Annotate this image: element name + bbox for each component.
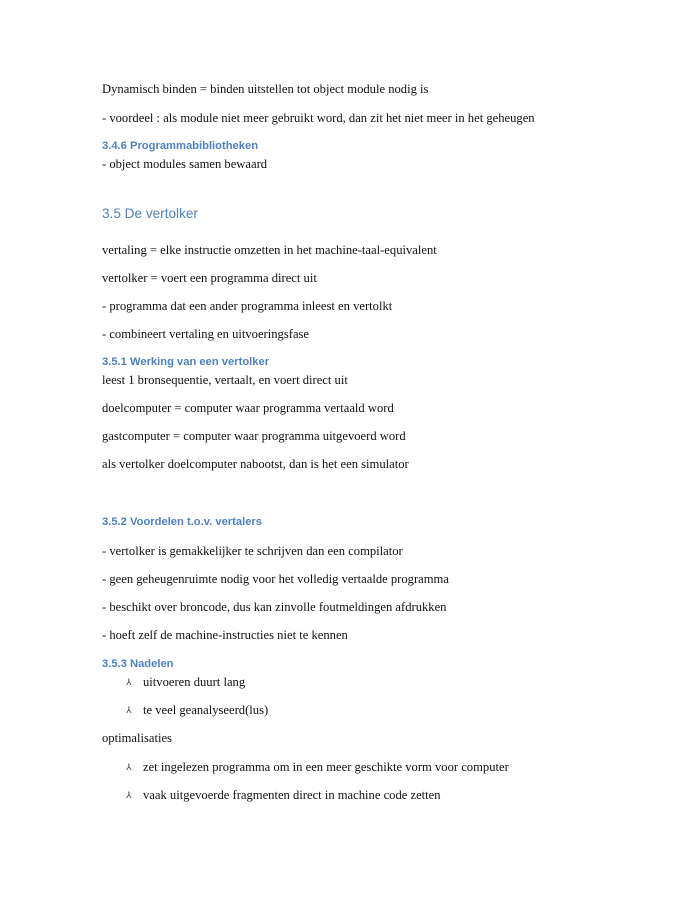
paragraph-doelcomputer: doelcomputer = computer waar programma vertaald word bbox=[102, 401, 394, 415]
bullet-item-uitvoeren: uitvoeren duurt lang bbox=[143, 675, 246, 689]
bullet-icon: ⅄ bbox=[126, 762, 132, 772]
heading-3-5-2: 3.5.2 Voordelen t.o.v. vertalers bbox=[102, 516, 263, 528]
heading-3-4-6: 3.4.6 Programmabibliotheken bbox=[102, 140, 259, 152]
paragraph-object-modules: - object modules samen bewaard bbox=[102, 157, 268, 171]
paragraph-dynamisch-binden: Dynamisch binden = binden uitstellen tot object module nodig is bbox=[102, 82, 429, 96]
paragraph-geheugenruimte: - geen geheugenruimte nodig voor het volledig vertaalde programma bbox=[102, 572, 449, 586]
heading-3-5: 3.5 De vertolker bbox=[102, 206, 198, 221]
heading-3-5-3: 3.5.3 Nadelen bbox=[102, 658, 174, 670]
bullet-icon: ⅄ bbox=[126, 705, 132, 715]
bullet-item-geanalyseerd: te veel geanalyseerd(lus) bbox=[143, 703, 269, 717]
paragraph-vertaling: vertaling = elke instructie omzetten in het machine-taal-equivalent bbox=[102, 243, 437, 257]
heading-3-5-1: 3.5.1 Werking van een vertolker bbox=[102, 356, 270, 368]
paragraph-programma-inleest: - programma dat een ander programma inleest en vertolkt bbox=[102, 299, 393, 313]
bullet-item-fragmenten: vaak uitgevoerde fragmenten direct in machine code zetten bbox=[143, 788, 441, 802]
paragraph-combineert: - combineert vertaling en uitvoeringsfase bbox=[102, 327, 310, 341]
paragraph-leest: leest 1 bronsequentie, vertaalt, en voert direct uit bbox=[102, 373, 348, 387]
paragraph-broncode: - beschikt over broncode, dus kan zinvolle foutmeldingen afdrukken bbox=[102, 600, 447, 614]
paragraph-machine-instructies: - hoeft zelf de machine-instructies niet te kennen bbox=[102, 628, 348, 642]
paragraph-voordeel: - voordeel : als module niet meer gebruikt word, dan zit het niet meer in het geheugen bbox=[102, 111, 535, 125]
bullet-icon: ⅄ bbox=[126, 677, 132, 687]
paragraph-gemakkelijker: - vertolker is gemakkelijker te schrijven dan een compilator bbox=[102, 544, 403, 558]
paragraph-optimalisaties: optimalisaties bbox=[102, 731, 172, 745]
paragraph-simulator: als vertolker doelcomputer nabootst, dan is het een simulator bbox=[102, 457, 409, 471]
bullet-icon: ⅄ bbox=[126, 790, 132, 800]
paragraph-gastcomputer: gastcomputer = computer waar programma uitgevoerd word bbox=[102, 429, 406, 443]
bullet-item-zet-ingelezen: zet ingelezen programma om in een meer geschikte vorm voor computer bbox=[143, 760, 509, 774]
paragraph-vertolker: vertolker = voert een programma direct uit bbox=[102, 271, 317, 285]
